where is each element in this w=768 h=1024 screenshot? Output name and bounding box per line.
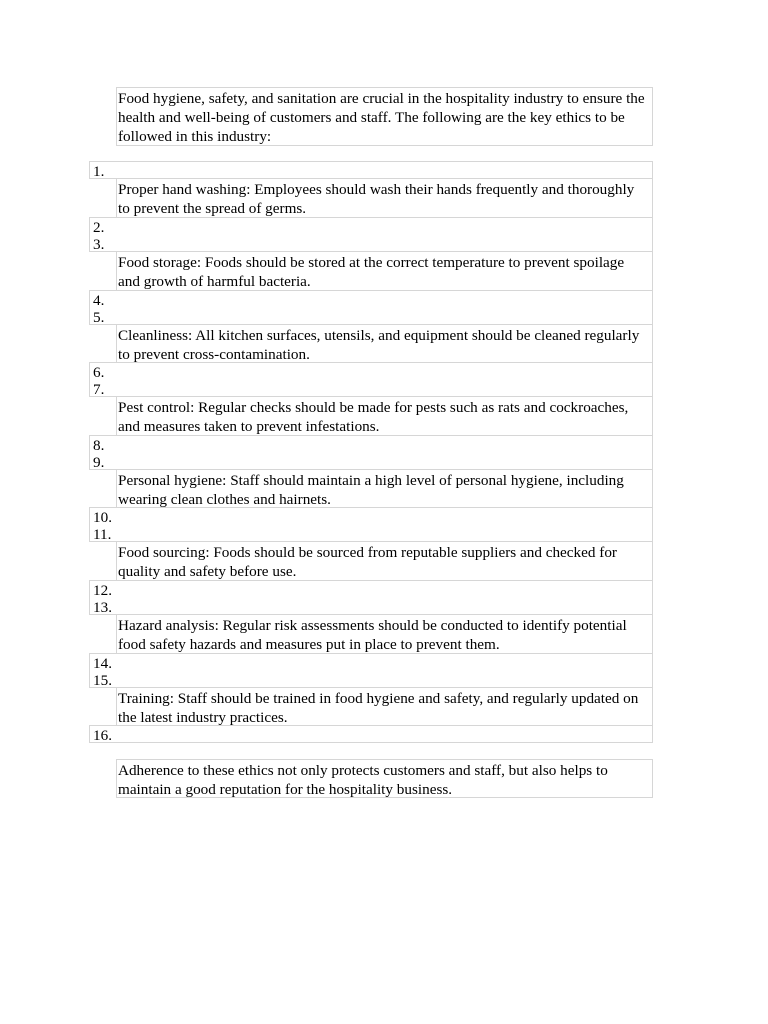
list-number: 6. bbox=[93, 364, 105, 381]
list-number: 11. bbox=[93, 526, 112, 543]
intro-paragraph: Food hygiene, safety, and sanitation are crucial in the hospitality industry to ensure the health and well-being of customers and staff. The following are the key ethics to be followed in this industry: bbox=[116, 87, 653, 146]
list-number: 15. bbox=[93, 672, 112, 689]
list-number: 5. bbox=[93, 309, 105, 326]
list-number: 16. bbox=[93, 727, 112, 744]
list-number-block bbox=[89, 725, 653, 743]
list-number: 8. bbox=[93, 437, 105, 454]
list-number-block bbox=[89, 161, 653, 179]
list-item-cleanliness: Cleanliness: All kitchen surfaces, utensils, and equipment should be cleaned regularly to prevent cross-contamination. bbox=[116, 324, 653, 363]
list-number: 7. bbox=[93, 381, 105, 398]
list-number: 13. bbox=[93, 599, 112, 616]
list-number: 3. bbox=[93, 236, 105, 253]
list-number-block bbox=[89, 507, 653, 542]
list-item-hazard-analysis: Hazard analysis: Regular risk assessments should be conducted to identify potential food safety hazards and measures put in place to prevent them. bbox=[116, 614, 653, 654]
list-number: 10. bbox=[93, 509, 112, 526]
list-number: 12. bbox=[93, 582, 112, 599]
list-number: 2. bbox=[93, 219, 105, 236]
list-item-training: Training: Staff should be trained in food hygiene and safety, and regularly updated on the latest industry practices. bbox=[116, 687, 653, 726]
list-item-hand-washing: Proper hand washing: Employees should wash their hands frequently and thoroughly to prevent the spread of germs. bbox=[116, 178, 653, 218]
list-number-block bbox=[89, 580, 653, 615]
list-number: 4. bbox=[93, 292, 105, 309]
list-item-pest-control: Pest control: Regular checks should be made for pests such as rats and cockroaches, and measures taken to prevent infestations. bbox=[116, 396, 653, 436]
list-number: 1. bbox=[93, 163, 105, 180]
list-number-block bbox=[89, 435, 653, 470]
list-number-block bbox=[89, 217, 653, 252]
list-number: 9. bbox=[93, 454, 105, 471]
list-item-food-storage: Food storage: Foods should be stored at the correct temperature to prevent spoilage and growth of harmful bacteria. bbox=[116, 251, 653, 291]
list-item-personal-hygiene: Personal hygiene: Staff should maintain a high level of personal hygiene, including wearing clean clothes and hairnets. bbox=[116, 469, 653, 508]
list-number-block bbox=[89, 362, 653, 397]
list-number-block bbox=[89, 290, 653, 325]
list-number: 14. bbox=[93, 655, 112, 672]
list-item-food-sourcing: Food sourcing: Foods should be sourced from reputable suppliers and checked for quality and safety before use. bbox=[116, 541, 653, 581]
conclusion-paragraph: Adherence to these ethics not only protects customers and staff, but also helps to maintain a good reputation for the hospitality business. bbox=[116, 759, 653, 798]
list-number-block bbox=[89, 653, 653, 688]
